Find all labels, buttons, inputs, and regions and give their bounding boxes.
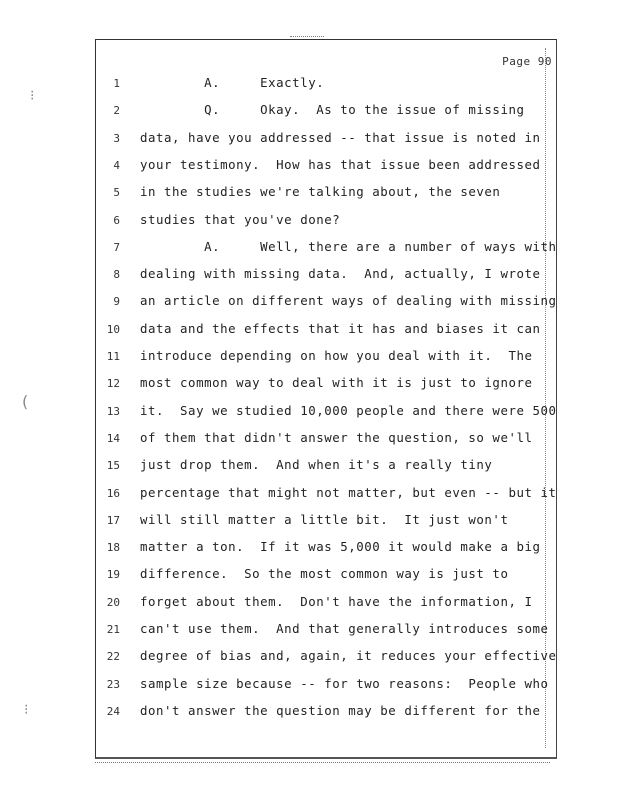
line-number: 18 xyxy=(106,541,120,555)
line-text: matter a ton. If it was 5,000 it would make a big xyxy=(140,539,541,555)
transcript-line xyxy=(0,594,618,614)
line-text: your testimony. How has that issue been addressed xyxy=(140,156,541,172)
line-text: difference. So the most common way is just to xyxy=(140,566,509,582)
line-number: 6 xyxy=(113,213,120,227)
transcript-line xyxy=(0,430,618,450)
line-number: 23 xyxy=(106,677,120,691)
transcript-line xyxy=(0,321,618,341)
line-number: 2 xyxy=(113,104,120,118)
transcript-line xyxy=(0,621,618,641)
line-text: will still matter a little bit. It just won't xyxy=(140,511,509,527)
line-number: 14 xyxy=(106,431,120,445)
line-text: Q. Okay. As to the issue of missing xyxy=(140,102,525,118)
line-number: 7 xyxy=(113,240,120,254)
line-text: an article on different ways of dealing with missing xyxy=(140,293,557,309)
line-number: 5 xyxy=(113,186,120,200)
line-number: 24 xyxy=(106,704,120,718)
line-number: 17 xyxy=(106,513,120,527)
line-number: 21 xyxy=(106,623,120,636)
line-text: can't use them. And that generally introduces some xyxy=(140,621,549,636)
left-margin-mark-bottom: ⁝ xyxy=(24,702,29,718)
transcript-line xyxy=(0,403,618,423)
line-text: in the studies we're talking about, the seven xyxy=(140,184,501,200)
line-text: A. Exactly. xyxy=(140,75,325,90)
line-text: most common way to deal with it is just to ignore xyxy=(140,375,533,391)
transcript-line xyxy=(0,648,618,668)
line-number: 9 xyxy=(113,295,120,309)
transcript-line xyxy=(0,512,618,532)
line-number: 15 xyxy=(106,459,120,473)
transcript-line xyxy=(0,157,618,177)
line-text: percentage that might not matter, but even -- but it xyxy=(140,484,557,500)
line-number: 1 xyxy=(113,77,120,90)
transcript-line xyxy=(0,539,618,559)
transcript-line xyxy=(0,184,618,204)
transcript-line xyxy=(0,566,618,586)
transcript-line xyxy=(0,130,618,150)
line-text: forget about them. Don't have the information, I xyxy=(140,593,533,609)
line-number: 11 xyxy=(106,350,120,363)
transcript-line xyxy=(0,485,618,505)
line-text: don't answer the question may be different for the xyxy=(140,702,541,718)
transcript-line xyxy=(0,102,618,122)
line-number: 12 xyxy=(106,377,120,391)
transcript-line xyxy=(0,266,618,286)
page-number: Page 90 xyxy=(502,55,552,68)
line-text: introduce depending on how you deal with it. The xyxy=(140,348,533,363)
left-margin-mark-top: ⁝ xyxy=(30,88,35,104)
top-edge-mark xyxy=(290,36,324,37)
transcript-line xyxy=(0,212,618,232)
line-text: dealing with missing data. And, actually, I wrote xyxy=(140,266,541,282)
line-number: 20 xyxy=(106,595,120,609)
line-text: data and the effects that it has and biases it can xyxy=(140,320,541,336)
line-text: of them that didn't answer the question, so we'll xyxy=(140,429,533,445)
line-text: just drop them. And when it's a really tiny xyxy=(140,457,493,473)
line-text: sample size because -- for two reasons: People who xyxy=(140,675,549,691)
transcript-line xyxy=(0,239,618,259)
line-number: 22 xyxy=(106,650,120,664)
bottom-edge-mark xyxy=(95,762,550,763)
line-text: studies that you've done? xyxy=(140,211,341,227)
transcript-line xyxy=(0,375,618,395)
transcript-line xyxy=(0,348,618,368)
line-number: 13 xyxy=(106,404,120,418)
line-number: 16 xyxy=(106,486,120,500)
line-text: it. Say we studied 10,000 people and there were 500 xyxy=(140,402,557,418)
line-number: 4 xyxy=(113,158,120,172)
line-number: 19 xyxy=(106,568,120,582)
transcript-line xyxy=(0,293,618,313)
line-number: 10 xyxy=(106,322,120,336)
transcript-line xyxy=(0,75,618,95)
right-margin-rule xyxy=(545,48,546,748)
line-text: degree of bias and, again, it reduces your effective xyxy=(140,648,557,664)
line-text: data, have you addressed -- that issue is noted in xyxy=(140,129,541,145)
transcript-line xyxy=(0,457,618,477)
line-text: A. Well, there are a number of ways with xyxy=(140,238,557,254)
transcript-line xyxy=(0,676,618,696)
line-number: 3 xyxy=(113,131,120,145)
transcript-line xyxy=(0,703,618,723)
line-number: 8 xyxy=(113,268,120,282)
left-margin-mark-middle: ( xyxy=(22,392,29,411)
